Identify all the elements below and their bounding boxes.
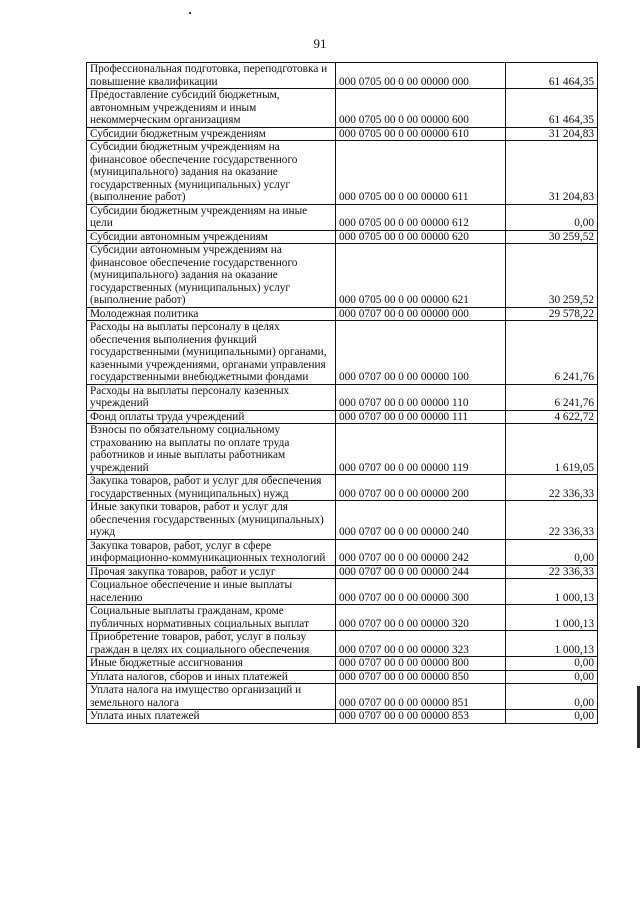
- row-amount: 22 336,33: [506, 475, 598, 501]
- row-amount: 22 336,33: [506, 565, 598, 579]
- row-name: Субсидии автономным учреждениям: [87, 230, 336, 244]
- row-code: 000 0707 00 0 00 00000 800: [336, 657, 506, 671]
- table-row: [87, 63, 598, 89]
- table-row: [87, 501, 598, 540]
- row-name: Субсидии бюджетным учреждениям на иные цели: [87, 204, 336, 230]
- table-row: [87, 244, 598, 308]
- row-code: 000 0707 00 0 00 00000 244: [336, 565, 506, 579]
- table-row: [87, 321, 598, 385]
- row-code: 000 0705 00 0 00 00000 621: [336, 244, 506, 308]
- table-row: [87, 475, 598, 501]
- row-amount: 1 000,13: [506, 605, 598, 631]
- row-name: Иные бюджетные ассигнования: [87, 657, 336, 671]
- row-name: Закупка товаров, работ, услуг в сфере информационно-коммуникационных технологий: [87, 539, 336, 565]
- row-amount: 61 464,35: [506, 63, 598, 89]
- row-name: Субсидии бюджетным учреждениям на финансовое обеспечение государственного (муниципального) задания на оказание государственных (муниципальных) услуг (выполнение работ): [87, 141, 336, 205]
- row-name: Социальные выплаты гражданам, кроме публичных нормативных социальных выплат: [87, 605, 336, 631]
- table-row: [87, 89, 598, 128]
- table-row: [87, 565, 598, 579]
- row-name: Профессиональная подготовка, переподготовка и повышение квалификации: [87, 63, 336, 89]
- row-amount: 30 259,52: [506, 244, 598, 308]
- row-amount: 1 000,13: [506, 631, 598, 657]
- row-code: 000 0707 00 0 00 00000 320: [336, 605, 506, 631]
- row-amount: 0,00: [506, 539, 598, 565]
- row-code: 000 0705 00 0 00 00000 620: [336, 230, 506, 244]
- scan-speck: [189, 12, 191, 14]
- row-name: Уплата налога на имущество организаций и земельного налога: [87, 684, 336, 710]
- row-amount: 0,00: [506, 710, 598, 724]
- table-row: [87, 127, 598, 141]
- row-code: 000 0705 00 0 00 00000 612: [336, 204, 506, 230]
- row-amount: 30 259,52: [506, 230, 598, 244]
- row-code: 000 0707 00 0 00 00000 851: [336, 684, 506, 710]
- row-name: Прочая закупка товаров, работ и услуг: [87, 565, 336, 579]
- row-name: Приобретение товаров, работ, услуг в пользу граждан в целях их социального обеспечения: [87, 631, 336, 657]
- row-amount: 0,00: [506, 204, 598, 230]
- table-row: [87, 410, 598, 424]
- row-amount: 31 204,83: [506, 141, 598, 205]
- row-amount: 1 619,05: [506, 424, 598, 475]
- row-code: 000 0707 00 0 00 00000 119: [336, 424, 506, 475]
- row-name: Субсидии автономным учреждениям на финансовое обеспечение государственного (муниципального) задания на оказание государственных (муниципальных) услуг (выполнение работ): [87, 244, 336, 308]
- row-code: 000 0705 00 0 00 00000 611: [336, 141, 506, 205]
- row-amount: 0,00: [506, 670, 598, 684]
- table-row: [87, 657, 598, 671]
- table-row: [87, 710, 598, 724]
- table-row: [87, 230, 598, 244]
- row-code: 000 0707 00 0 00 00000 850: [336, 670, 506, 684]
- row-amount: 31 204,83: [506, 127, 598, 141]
- row-code: 000 0707 00 0 00 00000 200: [336, 475, 506, 501]
- table-row: [87, 204, 598, 230]
- row-amount: 22 336,33: [506, 501, 598, 540]
- row-code: 000 0707 00 0 00 00000 100: [336, 321, 506, 385]
- row-code: 000 0707 00 0 00 00000 240: [336, 501, 506, 540]
- row-amount: 0,00: [506, 657, 598, 671]
- table-row: [87, 141, 598, 205]
- row-name: Уплата налогов, сборов и иных платежей: [87, 670, 336, 684]
- row-name: Закупка товаров, работ и услуг для обеспечения государственных (муниципальных) нужд: [87, 475, 336, 501]
- row-code: 000 0707 00 0 00 00000 110: [336, 384, 506, 410]
- table-row: [87, 307, 598, 321]
- row-name: Расходы на выплаты персоналу казенных учреждений: [87, 384, 336, 410]
- row-code: 000 0707 00 0 00 00000 300: [336, 579, 506, 605]
- table-row: [87, 384, 598, 410]
- table-row: [87, 579, 598, 605]
- row-amount: 6 241,76: [506, 384, 598, 410]
- row-code: 000 0705 00 0 00 00000 600: [336, 89, 506, 128]
- row-name: Взносы по обязательному социальному страхованию на выплаты по оплате труда работников и иные выплаты работникам учреждений: [87, 424, 336, 475]
- table-row: [87, 605, 598, 631]
- row-amount: 4 622,72: [506, 410, 598, 424]
- budget-table: [86, 62, 598, 724]
- page-number: 91: [313, 36, 327, 51]
- row-amount: 1 000,13: [506, 579, 598, 605]
- row-name: Предоставление субсидий бюджетным, автономным учреждениям и иным некоммерческим организациям: [87, 89, 336, 128]
- row-code: 000 0707 00 0 00 00000 000: [336, 307, 506, 321]
- row-name: Фонд оплаты труда учреждений: [87, 410, 336, 424]
- row-amount: 0,00: [506, 684, 598, 710]
- table-row: [87, 539, 598, 565]
- row-amount: 61 464,35: [506, 89, 598, 128]
- row-name: Расходы на выплаты персоналу в целях обеспечения выполнения функций государственными (муниципальными) органами, казенными учреждениями, органами управления государственными внебюджетными фондами: [87, 321, 336, 385]
- table-row: [87, 670, 598, 684]
- row-code: 000 0707 00 0 00 00000 242: [336, 539, 506, 565]
- row-code: 000 0707 00 0 00 00000 111: [336, 410, 506, 424]
- row-code: 000 0707 00 0 00 00000 323: [336, 631, 506, 657]
- row-code: 000 0705 00 0 00 00000 000: [336, 63, 506, 89]
- table-row: [87, 424, 598, 475]
- table-row: [87, 631, 598, 657]
- row-name: Социальное обеспечение и иные выплаты населению: [87, 579, 336, 605]
- row-name: Субсидии бюджетным учреждениям: [87, 127, 336, 141]
- row-name: Уплата иных платежей: [87, 710, 336, 724]
- row-code: 000 0707 00 0 00 00000 853: [336, 710, 506, 724]
- row-amount: 6 241,76: [506, 321, 598, 385]
- table-row: [87, 684, 598, 710]
- row-amount: 29 578,22: [506, 307, 598, 321]
- row-name: Молодежная политика: [87, 307, 336, 321]
- row-name: Иные закупки товаров, работ и услуг для обеспечения государственных (муниципальных) нужд: [87, 501, 336, 540]
- budget-table-body: [87, 63, 598, 724]
- row-code: 000 0705 00 0 00 00000 610: [336, 127, 506, 141]
